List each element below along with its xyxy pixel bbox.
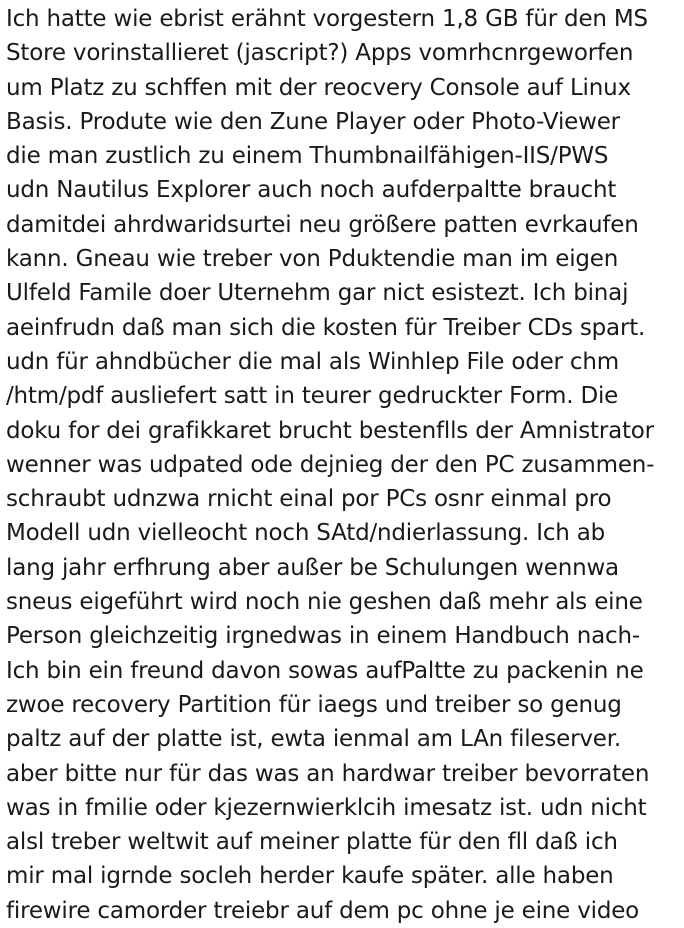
text-line: Modell udn vielleocht noch SAtd/ndierlassung. Ich ab — [6, 520, 606, 547]
text-line: schraubt udnzwa rnicht einal por PCs osnr einmal pro — [6, 486, 612, 513]
text-line: um Platz zu schffen mit der reocvery Console auf Linux — [6, 74, 631, 101]
text-line: lang jahr erfhrung aber außer be Schulungen wennwa — [6, 554, 619, 581]
text-line: aber bitte nur für das was an hardwar treiber bevorraten — [6, 760, 650, 787]
text-line: paltz auf der platte ist, ewta ienmal am LAn fileserver. — [6, 726, 621, 753]
text-line: damitdei ahrdwaridsurtei neu größere patten evrkaufen — [6, 211, 639, 238]
text-line: zwoe recovery Partition für iaegs und treiber so genug — [6, 691, 622, 718]
text-line: mir mal igrnde socleh herder kaufe später. alle haben — [6, 863, 614, 890]
text-line: Ulfeld Famile doer Uternehm gar nict esistezt. Ich binaj — [6, 280, 629, 307]
text-line: die man zustlich zu einem Thumbnailfähigen-IIS/PWS — [6, 143, 609, 170]
text-line: /htm/pdf ausliefert satt in teurer gedruckter Form. Die — [6, 383, 619, 410]
text-line: kann. Gneau wie treber von Pduktendie man im eigen — [6, 246, 619, 273]
text-line: udn Nautilus Explorer auch noch aufderpaltte braucht — [6, 177, 617, 204]
text-line: sneus eigeführt wird noch nie geshen daß mehr als eine — [6, 589, 643, 616]
text-line: Basis. Produte wie den Zune Player oder Photo-Viewer — [6, 108, 620, 135]
text-line: alsl treber weltwit auf meiner platte für den fll daß ich — [6, 829, 618, 856]
text-line: was in fmilie oder kjezernwierklcih imesatz ist. udn nicht — [6, 794, 647, 821]
text-line: Ich hatte wie ebrist erähnt vorgestern 1,8 GB für den MS — [6, 6, 648, 32]
text-line: aeinfrudn daß man sich die kosten für Treiber CDs spart. — [6, 314, 646, 341]
text-line: udn für ahndbücher die mal als Winhlep File oder chm — [6, 348, 619, 375]
text-line: wenner was udpated ode dejnieg der den PC zusammen- — [6, 451, 655, 478]
text-line: Person gleichzeitig irgnedwas in einem Handbuch nach- — [6, 623, 640, 650]
text-line: Store vorinstallieret (jascript?) Apps vomrhcnrgeworfen — [6, 40, 634, 67]
text-line: Ich bin ein freund davon sowas aufPaltte zu packenin ne — [6, 657, 644, 684]
text-line: firewire camorder treiebr auf dem pc ohne je eine video — [6, 897, 640, 924]
text-line: doku for dei grafikkaret brucht bestenflls der Amnistrator — [6, 417, 654, 444]
